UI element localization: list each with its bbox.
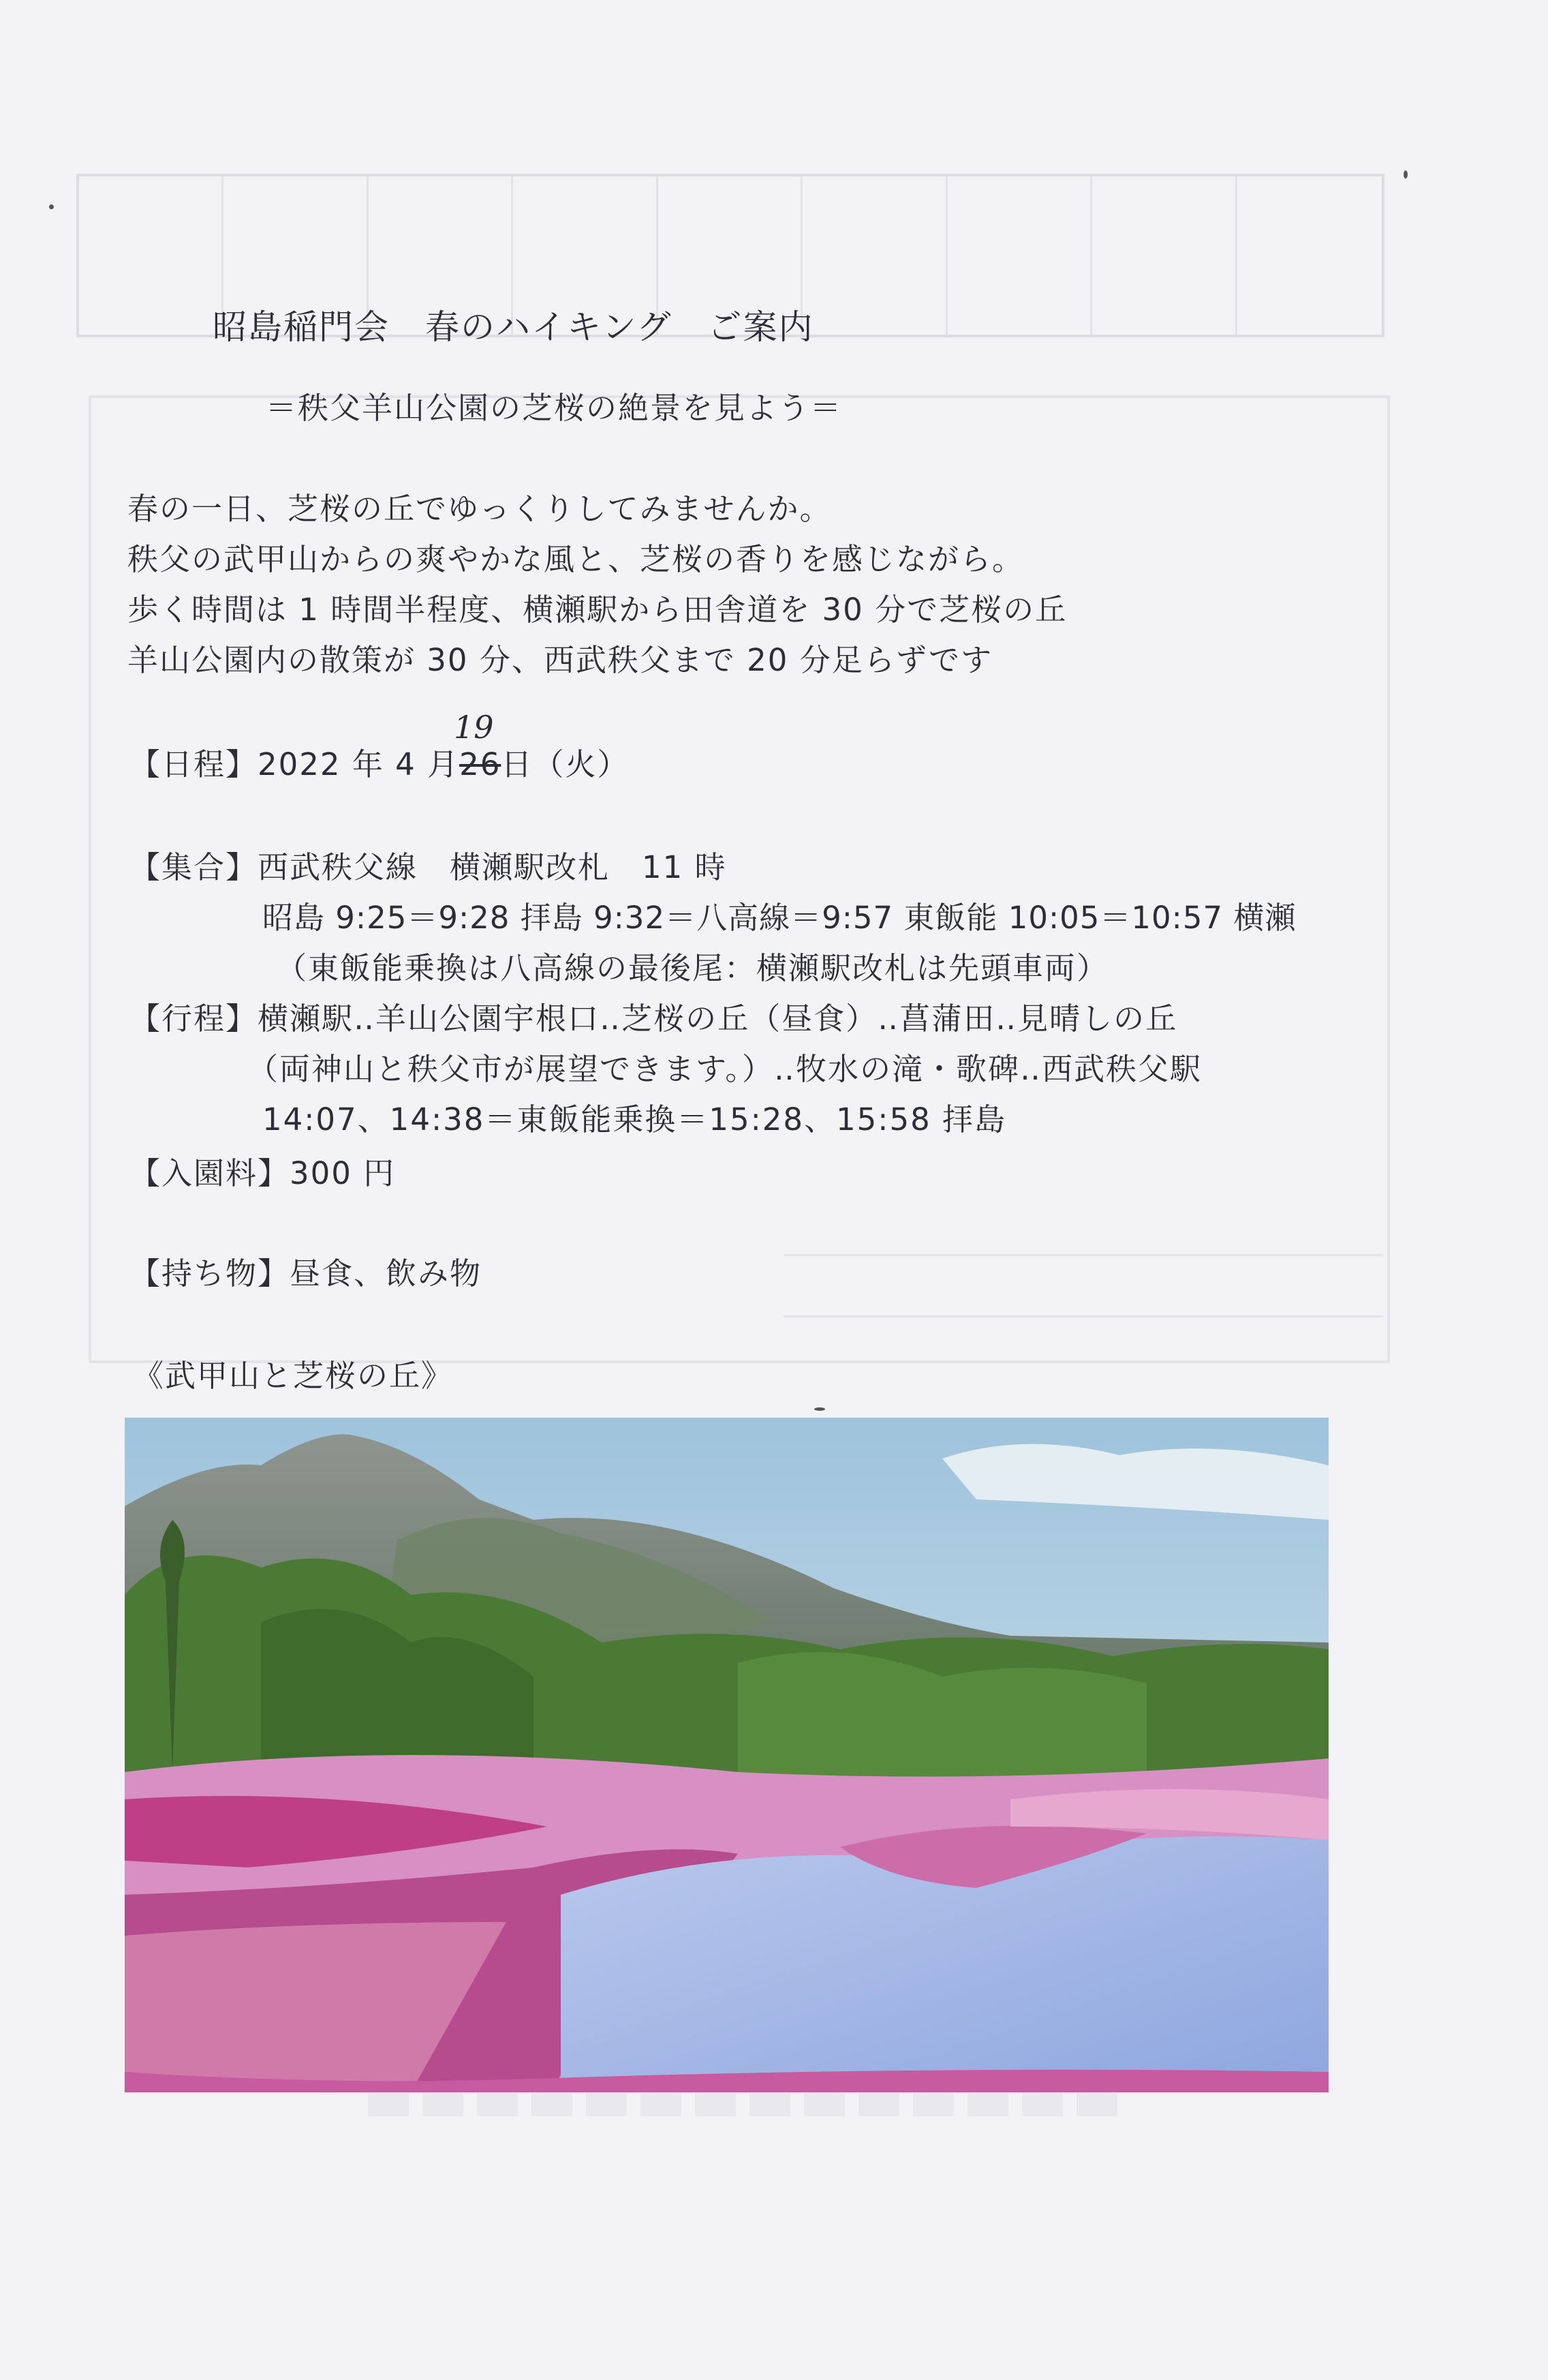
- meeting-line: 昭島 9:25＝9:28 拝島 9:32＝八高線＝9:57 東飯能 10:05＝10:57 横瀬: [262, 900, 1297, 936]
- itinerary-row: [129, 994, 1177, 1038]
- speck: [49, 204, 54, 209]
- meeting-row: [129, 842, 727, 887]
- schedule-day-struck: 26: [459, 746, 501, 782]
- intro-line: 歩く時間は 1 時間半程度、横瀬駅から田舎道を 30 分で芝桜の丘: [127, 592, 1068, 628]
- meeting-line: 西武秩父線 横瀬駅改札 11 時: [258, 849, 727, 885]
- intro-line: 春の一日、芝桜の丘でゆっくりしてみませんか。: [127, 491, 832, 527]
- meeting-label: 【集合】: [129, 849, 258, 885]
- document-subtitle: ＝秩父羊山公園の芝桜の絶景を見よう＝: [266, 390, 843, 426]
- admission-row: [129, 1148, 395, 1193]
- itinerary-line: （両神山と秩父市が展望できます。）‥牧水の滝・歌碑‥西武秩父駅: [247, 1051, 1202, 1087]
- show-through-line: [784, 1254, 1383, 1256]
- meeting-line: （東飯能乗換は八高線の最後尾：横瀬駅改札は先頭車両）: [276, 950, 1109, 986]
- speck: [1404, 170, 1408, 179]
- photo-buko-moss-phlox: [125, 1418, 1329, 2092]
- document-title: 昭島稲門会 春のハイキング ご案内: [213, 307, 814, 347]
- belongings-row: [129, 1249, 482, 1293]
- schedule-row: [129, 739, 629, 784]
- admission-value: 300 円: [290, 1155, 396, 1191]
- schedule-day-handwritten: 19: [454, 709, 494, 746]
- schedule-label: 【日程】: [129, 746, 258, 782]
- belongings-label: 【持ち物】: [129, 1255, 290, 1292]
- itinerary-line: 横瀬駅‥羊山公園宇根口‥芝桜の丘（昼食）‥菖蒲田‥見晴しの丘: [258, 1001, 1178, 1037]
- schedule-date-suffix: 日（火）: [501, 746, 630, 782]
- intro-line: 秩父の武甲山からの爽やかな風と、芝桜の香りを感じながら。: [127, 541, 1025, 577]
- schedule-date-prefix: 2022 年 4 月: [258, 746, 460, 782]
- landscape-illustration: [125, 1418, 1329, 2092]
- admission-label: 【入園料】: [129, 1155, 290, 1191]
- belongings-value: 昼食、飲み物: [290, 1255, 482, 1292]
- speck: [814, 1407, 825, 1411]
- itinerary-line: 14:07、14:38＝東飯能乗換＝15:28、15:58 拝島: [262, 1101, 1007, 1138]
- intro-line: 羊山公園内の散策が 30 分、西武秩父まで 20 分足らずです: [127, 642, 993, 678]
- photo-caption: 《武甲山と芝桜の丘》: [133, 1358, 454, 1394]
- show-through-line: [784, 1315, 1383, 1317]
- itinerary-label: 【行程】: [129, 1001, 258, 1037]
